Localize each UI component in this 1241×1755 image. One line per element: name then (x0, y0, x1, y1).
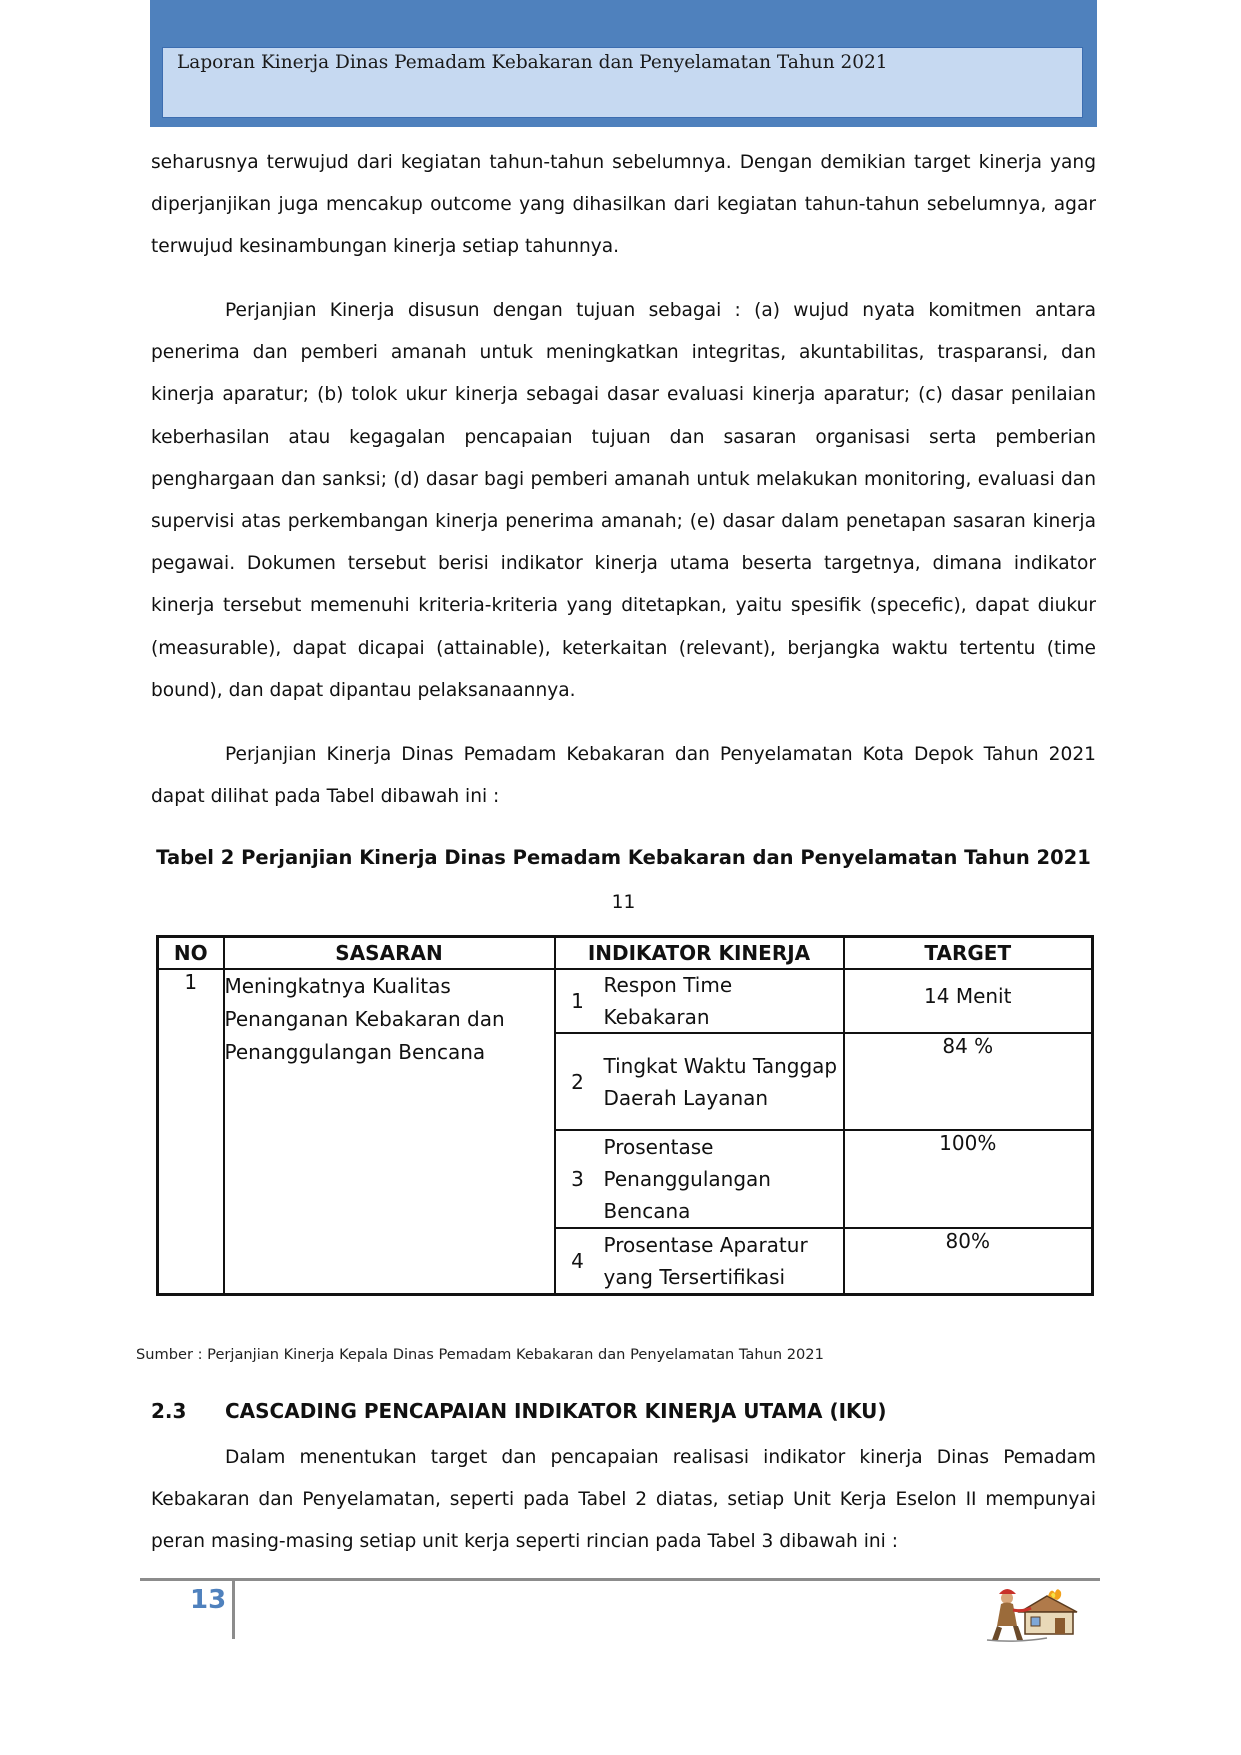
indicator-number: 2 (571, 1069, 584, 1094)
paragraph-4 (151, 1437, 1096, 1564)
header-band (150, 0, 1097, 127)
header-no: NO (158, 937, 224, 970)
table-title: Tabel 2 Perjanjian Kinerja Dinas Pemadam Kebakaran dan Penyelamatan Tahun 2021 (156, 846, 1091, 869)
indicator-text: Prosentase Aparatur yang Tersertifikasi (603, 1233, 808, 1289)
paragraph-3-text: Perjanjian Kinerja Dinas Pemadam Kebakaran dan Penyelamatan Kota Depok Tahun 2021 dapat dilihat pada Tabel dibawah ini : (151, 744, 1096, 808)
indicator-cell (555, 1130, 844, 1228)
firefighter-house-icon (985, 1584, 1090, 1644)
target-cell: 80% (844, 1228, 1093, 1295)
indicator-text: Respon Time Kebakaran (603, 973, 733, 1029)
indicator-number: 1 (571, 989, 584, 1013)
indicator-text: Prosentase Penanggulangan Bencana (603, 1135, 771, 1223)
indicator-cell (555, 1228, 844, 1295)
footer-vertical-divider (232, 1581, 235, 1639)
table-header-row (158, 937, 1093, 970)
sasaran-cell: Meningkatnya Kualitas Penanganan Kebakaran dan Penanggulangan Bencana (224, 969, 555, 1295)
indicator-number: 4 (571, 1249, 584, 1273)
header-inner-box (162, 47, 1083, 118)
row-number: 1 (158, 969, 224, 1295)
paragraph-2-text: Perjanjian Kinerja disusun dengan tujuan sebagai : (a) wujud nyata komitmen antara penerima dan pemberi amanah untuk meningkatkan integritas, akuntabilitas, trasparansi, dan kinerja aparatur; (b) tolok ukur kinerja sebagai dasar evaluasi kinerja aparatur; (c) dasar penilaian keberhasilan atau kegagalan pencapaian tujuan dan sasaran organisasi serta pemberian penghargaan dan sanksi; (d) dasar bagi pemberi amanah untuk melakukan monitoring, evaluasi dan supervisi atas perkembangan kinerja penerima amanah; (e) dasar dalam penetapan sasaran kinerja pegawai. Dokumen tersebut berisi indikator kinerja utama beserta targetnya, dimana indikator kinerja tersebut memenuhi kriteria-kriteria yang ditetapkan, yaitu spesifik (specefic), dapat diukur (measurable), dapat dicapai (attainable), keterkaitan (relevant), berjangka waktu tertentu (time bound), dan dapat dipantau pelaksanaannya. (151, 300, 1096, 701)
paragraph-1: seharusnya terwujud dari kegiatan tahun-tahun sebelumnya. Dengan demikian target kinerja yang diperjanjikan juga mencakup outcome yang dihasilkan dari kegiatan tahun-tahun sebelumnya, agar terwujud kesinambungan kinerja setiap tahunnya. (151, 152, 1096, 258)
paragraph-3 (151, 734, 1096, 818)
header-title: Laporan Kinerja Dinas Pemadam Kebakaran dan Penyelamatan Tahun 2021 (177, 52, 888, 73)
target-cell: 100% (844, 1130, 1093, 1228)
performance-agreement-table (156, 935, 1094, 1296)
header-indikator: INDIKATOR KINERJA (555, 937, 844, 970)
table-row (158, 969, 1093, 1033)
indicator-number: 3 (571, 1167, 584, 1191)
indicator-cell (555, 1033, 844, 1130)
header-target: TARGET (844, 937, 1093, 970)
indicator-text: Tingkat Waktu Tanggap Daerah Layanan (603, 1053, 838, 1110)
section-number: 2.3 (151, 1399, 187, 1423)
indicator-cell (555, 969, 844, 1033)
header-sasaran: SASARAN (224, 937, 555, 970)
paragraph-4-text: Dalam menentukan target dan pencapaian realisasi indikator kinerja Dinas Pemadam Kebakaran dan Penyelamatan, seperti pada Tabel 2 diatas, setiap Unit Kerja Eselon II mempunyai peran masing-masing setiap unit kerja seperti rincian pada Tabel 3 dibawah ini : (151, 1447, 1096, 1553)
table-number: 11 (611, 892, 636, 913)
paragraph-2 (151, 290, 1096, 712)
source-note: Sumber : Perjanjian Kinerja Kepala Dinas Pemadam Kebakaran dan Penyelamatan Tahun 2021 (136, 1346, 824, 1363)
target-cell: 84 % (844, 1033, 1093, 1130)
section-title: CASCADING PENCAPAIAN INDIKATOR KINERJA UTAMA (IKU) (225, 1399, 887, 1423)
target-cell: 14 Menit (844, 969, 1093, 1033)
page-number: 13 (190, 1585, 227, 1615)
footer-divider (140, 1578, 1100, 1581)
